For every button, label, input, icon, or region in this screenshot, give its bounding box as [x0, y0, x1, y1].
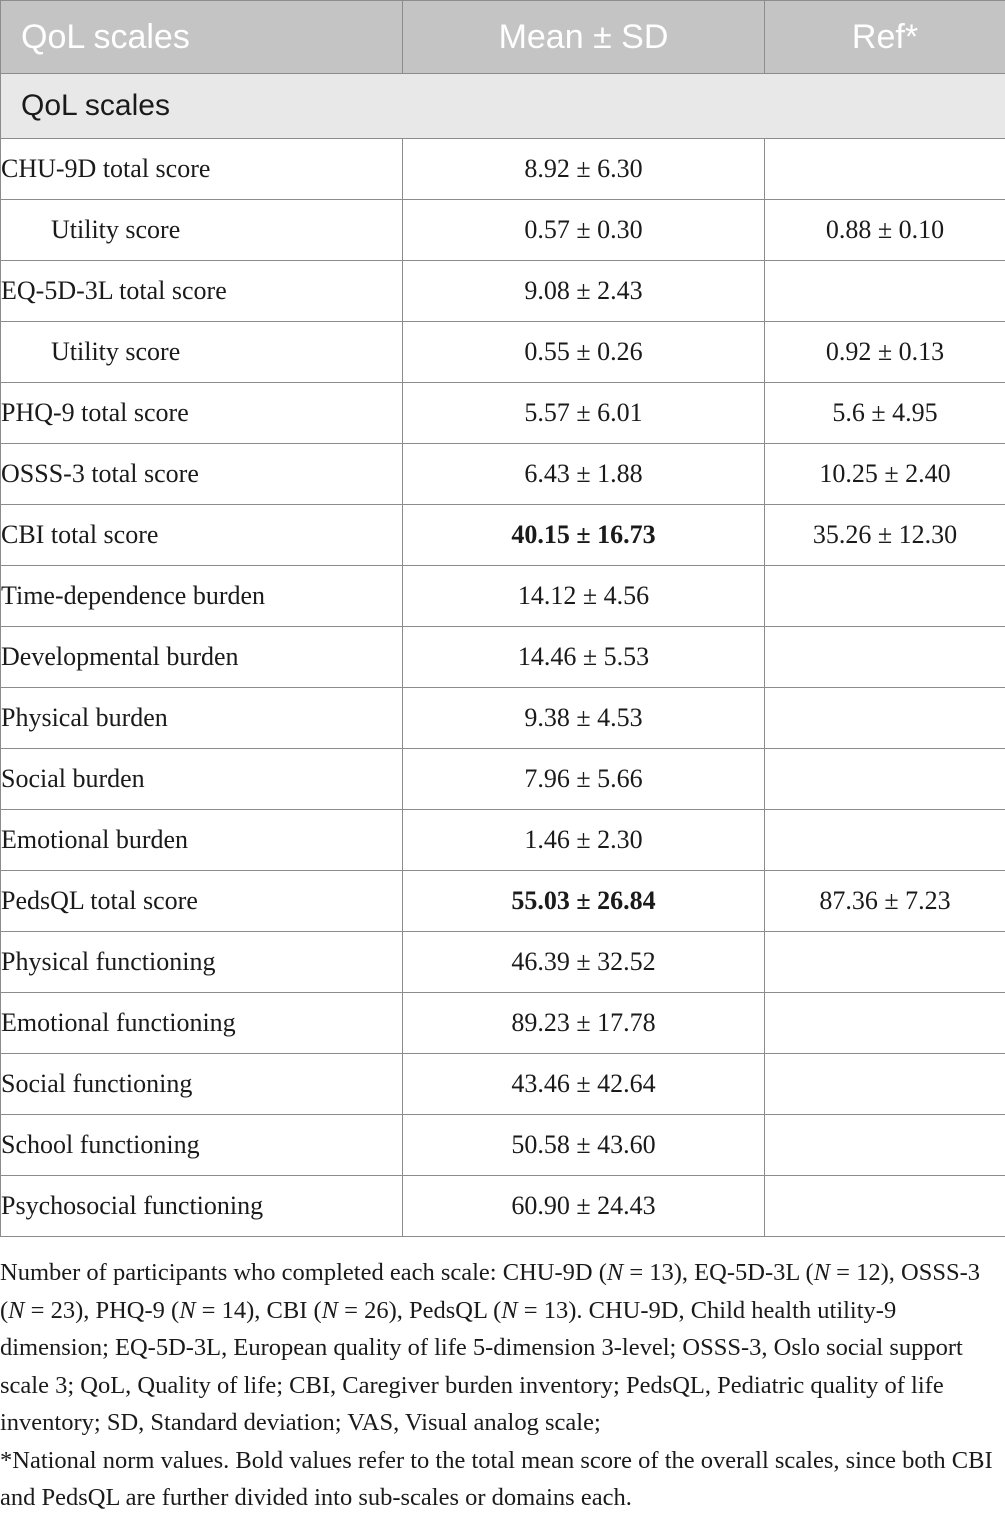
row-mean: 50.58 ± 43.60 [403, 1115, 765, 1176]
row-mean: 43.46 ± 42.64 [403, 1054, 765, 1115]
table-row [1, 871, 1005, 932]
section-row [1, 74, 1005, 139]
row-ref [765, 932, 1005, 993]
footnote-text: = 23), PHQ-9 ( [24, 1296, 180, 1324]
row-ref: 0.88 ± 0.10 [765, 200, 1005, 261]
n-symbol: N [606, 1259, 624, 1286]
row-mean: 14.46 ± 5.53 [403, 627, 765, 688]
footnote-national-norm-note: *National norm values. Bold values refer to the total mean score of the overall scales, since both CBI and PedsQL are further divided into sub-scales or domains each. [0, 1446, 993, 1511]
row-label: Social functioning [1, 1054, 403, 1115]
row-label: Utility score [1, 200, 403, 261]
row-label: Emotional burden [1, 810, 403, 871]
row-label: PedsQL total score [1, 871, 403, 932]
table-row [1, 261, 1005, 322]
row-ref [765, 261, 1005, 322]
row-label: EQ-5D-3L total score [1, 261, 403, 322]
row-ref [765, 566, 1005, 627]
row-ref: 10.25 ± 2.40 [765, 444, 1005, 505]
row-label: Time-dependence burden [1, 566, 403, 627]
footnote-participants-text: Number of participants who completed each scale: CHU-9D ( [0, 1259, 607, 1286]
header-mean-sd: Mean ± SD [403, 1, 765, 74]
row-label: School functioning [1, 1115, 403, 1176]
row-label: Emotional functioning [1, 993, 403, 1054]
footnote-text: = 26), PedsQL ( [338, 1296, 502, 1324]
row-ref [765, 688, 1005, 749]
table-row [1, 444, 1005, 505]
footnote-text: = 14), CBI ( [195, 1296, 322, 1324]
table-row [1, 200, 1005, 261]
table-row [1, 139, 1005, 200]
table-row [1, 627, 1005, 688]
row-ref [765, 1054, 1005, 1115]
row-ref [765, 993, 1005, 1054]
n-symbol: N [8, 1296, 25, 1324]
row-ref [765, 627, 1005, 688]
n-symbol: N [321, 1296, 338, 1324]
row-label: Social burden [1, 749, 403, 810]
row-mean: 5.57 ± 6.01 [403, 383, 765, 444]
row-label: PHQ-9 total score [1, 383, 403, 444]
table-row [1, 566, 1005, 627]
section-title: QoL scales [1, 74, 1005, 139]
table-row [1, 993, 1005, 1054]
table-row [1, 322, 1005, 383]
row-label: Psychosocial functioning [1, 1176, 403, 1237]
footnote-text: = 13), EQ-5D-3L ( [623, 1259, 814, 1286]
table-row [1, 749, 1005, 810]
row-ref: 87.36 ± 7.23 [765, 871, 1005, 932]
n-symbol: N [501, 1296, 518, 1324]
row-mean: 89.23 ± 17.78 [403, 993, 765, 1054]
row-ref [765, 1115, 1005, 1176]
row-ref [765, 749, 1005, 810]
table-header [1, 1, 1005, 74]
row-mean: 6.43 ± 1.88 [403, 444, 765, 505]
row-ref [765, 810, 1005, 871]
row-ref [765, 139, 1005, 200]
row-mean: 60.90 ± 24.43 [403, 1176, 765, 1237]
footnote-abbreviations: = 13). CHU-9D, Child health utility-9 dimension; EQ-5D-3L, European quality of life 5-dimension 3-level; OSSS-3, Oslo social support scale 3; QoL, Quality of life; CBI, Caregiver burden inventory; PedsQL, Pediatric quality of life inventory; SD, Standard deviation; VAS, Visual analog scale; [0, 1296, 963, 1436]
table-row [1, 688, 1005, 749]
footnote-text: = 12), OSSS-3 ( [0, 1259, 981, 1324]
n-symbol: N [813, 1259, 831, 1286]
table-row [1, 1054, 1005, 1115]
row-ref: 0.92 ± 0.13 [765, 322, 1005, 383]
header-ref: Ref* [765, 1, 1005, 74]
table-row [1, 932, 1005, 993]
table-footnote [0, 1254, 995, 1517]
row-label: Developmental burden [1, 627, 403, 688]
row-mean: 1.46 ± 2.30 [403, 810, 765, 871]
row-label: Utility score [1, 322, 403, 383]
table-row [1, 383, 1005, 444]
row-mean: 9.08 ± 2.43 [403, 261, 765, 322]
row-mean: 9.38 ± 4.53 [403, 688, 765, 749]
table-row [1, 505, 1005, 566]
row-ref: 5.6 ± 4.95 [765, 383, 1005, 444]
row-mean: 55.03 ± 26.84 [403, 871, 765, 932]
row-label: CHU-9D total score [1, 139, 403, 200]
n-symbol: N [179, 1296, 196, 1324]
row-label: CBI total score [1, 505, 403, 566]
row-ref: 35.26 ± 12.30 [765, 505, 1005, 566]
row-mean: 40.15 ± 16.73 [403, 505, 765, 566]
row-mean: 7.96 ± 5.66 [403, 749, 765, 810]
table-row [1, 1176, 1005, 1237]
row-mean: 8.92 ± 6.30 [403, 139, 765, 200]
row-mean: 0.55 ± 0.26 [403, 322, 765, 383]
table-row [1, 1115, 1005, 1176]
row-ref [765, 1176, 1005, 1237]
row-mean: 0.57 ± 0.30 [403, 200, 765, 261]
row-label: OSSS-3 total score [1, 444, 403, 505]
row-mean: 46.39 ± 32.52 [403, 932, 765, 993]
row-mean: 14.12 ± 4.56 [403, 566, 765, 627]
row-label: Physical burden [1, 688, 403, 749]
table-row [1, 810, 1005, 871]
header-qol-scales: QoL scales [1, 1, 403, 74]
row-label: Physical functioning [1, 932, 403, 993]
